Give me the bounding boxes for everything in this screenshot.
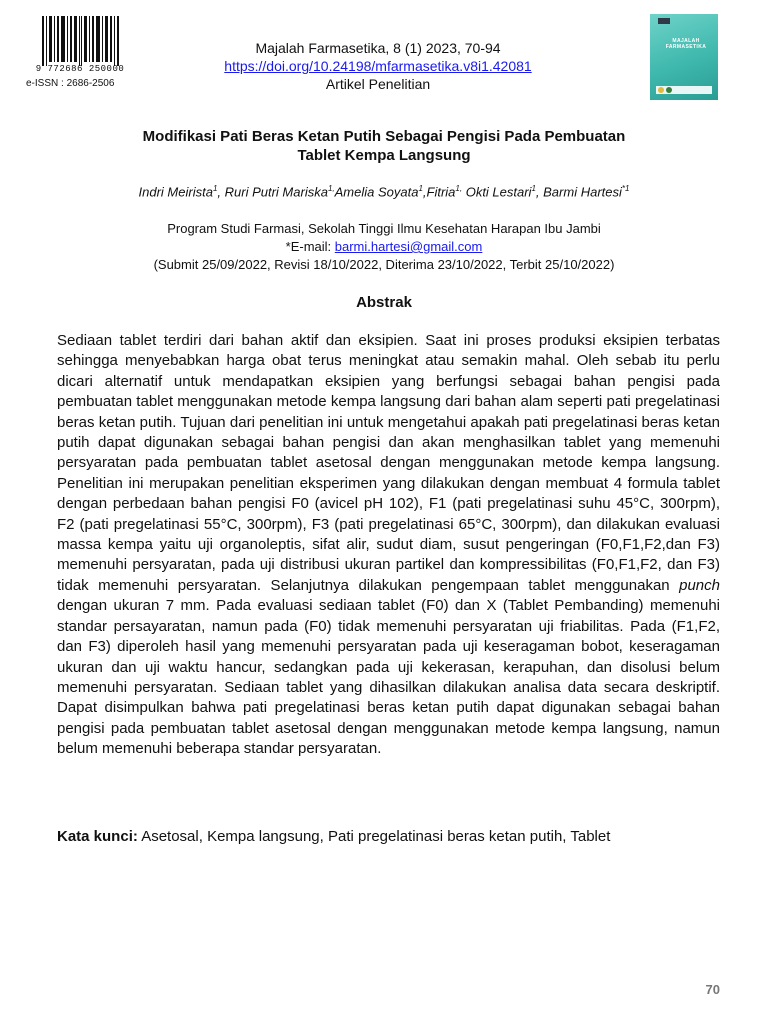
author-affil-mark: 1, <box>327 184 335 193</box>
doi-link[interactable]: https://doi.org/10.24198/mfarmasetika.v8i1.42081 <box>224 58 532 74</box>
cover-logo-icon <box>658 87 664 93</box>
email-label: *E-mail: <box>285 239 335 254</box>
email-line <box>60 238 708 256</box>
paper-title <box>60 127 708 165</box>
author-name: Amelia Soyata <box>334 184 419 200</box>
author-sep: , <box>535 184 544 200</box>
abstract-italic-term: punch <box>679 576 720 594</box>
paper-title-line2: Tablet Kempa Langsung <box>297 147 471 164</box>
barcode-digits: 9 772686 250000 <box>35 64 125 74</box>
keywords-label: Kata kunci: <box>57 828 138 845</box>
keywords-text: Asetosal, Kempa langsung, Pati pregelatinasi beras ketan putih, Tablet <box>137 828 611 845</box>
affiliation: Program Studi Farmasi, Sekolah Tinggi Ilmu Kesehatan Harapan Ibu Jambi <box>167 221 601 236</box>
page-number: 70 <box>705 982 720 997</box>
author-affil-mark: 1 <box>212 184 218 193</box>
author-sep: , <box>217 184 225 200</box>
author-name: Indri Meirista <box>138 184 213 200</box>
abstract-body <box>57 331 720 760</box>
abstract-text-part2: dengan ukuran 7 mm. Pada evaluasi sediaan tablet (F0) dan X (Tablet Pembanding) memenuhi standar persayaratan, namun pada (F0) tidak memenuhi persyaratan uji friabilitas. Pada (F1,F2, dan F3) diperoleh hasil yang memenuhi persyaratan pada uji keseragaman bobot, keseragaman ukuran dan uji waktu hancur, sedangkan pada uji kekerasan, kerapuhan, dan disolusi belum memenuhi persyaratan. Sediaan tablet yang dihasilkan dilakukan analisa data secara deskriptif. Dapat disimpulkan bahwa pati pregelatinasi beras ketan putih dapat digunakan sebagai bahan pengisi pada pembuatan tablet asetosal dengan menggunakan metode kempa langsung, namun belum memenuhi beberapa standar persyaratan. <box>57 597 720 758</box>
author-name: Barmi Hartesi <box>543 184 622 200</box>
submission-dates: (Submit 25/09/2022, Revisi 18/10/2022, Diterima 23/10/2022, Terbit 25/10/2022) <box>153 257 615 272</box>
author-affil-mark: 1, <box>455 184 463 193</box>
barcode <box>26 14 132 94</box>
author-name: Ruri Putri Mariska <box>224 184 328 200</box>
cover-title-line1: MAJALAH <box>672 38 700 44</box>
author-affil-mark: 1 <box>531 184 536 193</box>
cover-tab <box>658 18 670 24</box>
author-name: Okti Lestari <box>465 184 532 200</box>
affiliation-block <box>60 220 708 274</box>
barcode-icon <box>26 14 132 66</box>
author-sep: , <box>422 184 427 200</box>
article-type: Artikel Penelitian <box>325 76 431 92</box>
journal-citation: Majalah Farmasetika, 8 (1) 2023, 70-94 <box>255 40 501 56</box>
journal-cover <box>650 14 718 100</box>
author-affil-mark: *1 <box>621 184 630 193</box>
cover-title <box>658 38 714 50</box>
author-list <box>30 184 738 199</box>
issn-label: e-ISSN : 2686-2506 <box>26 78 115 89</box>
cover-logo-icon <box>666 87 672 93</box>
paper-title-line1: Modifikasi Pati Beras Ketan Putih Sebagai Pengisi Pada Pembuatan <box>142 128 626 145</box>
email-link[interactable]: barmi.hartesi@gmail.com <box>334 239 483 254</box>
cover-footer-bar <box>656 86 712 94</box>
keywords <box>57 827 720 847</box>
journal-header <box>150 39 606 93</box>
author-affil-mark: 1 <box>418 184 423 193</box>
abstract-heading: Abstrak <box>356 294 412 311</box>
author-name: Fitria <box>426 184 456 200</box>
abstract-text-part1: Sediaan tablet terdiri dari bahan aktif dan eksipien. Saat ini proses produksi eksipien terbatas sehingga menyebabkan harga obat terus meningkat atau semakin mahal. Oleh sebab itu perlu dicari alternatif untuk mendapatkan eksipien yang berfungsi sebagai bahan pengisi pada pembuatan tablet menggunakan metode kempa langsung dari bahan alam seperti pati pregelatinasi beras ketan putih. Tujuan dari penelitian ini untuk mengetahui apakah pati pregelatinasi beras ketan putih dapat digunakan sebagai bahan pengisi dan akan menghasilkan tablet yang memenuhi persyaratan pada pembuatan tablet asetosal dengan menggunakan metode kempa langsung. Penelitian ini merupakan penelitian eksperimen yang dilakukan dengan membuat 4 formula tablet dengan perbedaan bahan pengisi F0 (avicel pH 102), F1 (pati pregelatinasi suhu 45°C, 300rpm), F2 (pati pregelatinasi 55°C, 300rpm), F3 (pati pregelatinasi 65°C, 300rpm), dan dilakukan evaluasi massa kempa yaitu uji organoleptis, sifat alir, sudut diam, susut pengeringan (F0,F1,F2,dan F3) memenuhi persyaratan, pada uji distribusi ukuran partikel dan kompressibilitas (F0,F1,F2, dan F3) tidak memenuhi persyaratan. Selanjutnya dilakukan pengempaan tablet menggunakan <box>57 332 720 594</box>
cover-title-line2: FARMASETIKA <box>665 44 707 50</box>
